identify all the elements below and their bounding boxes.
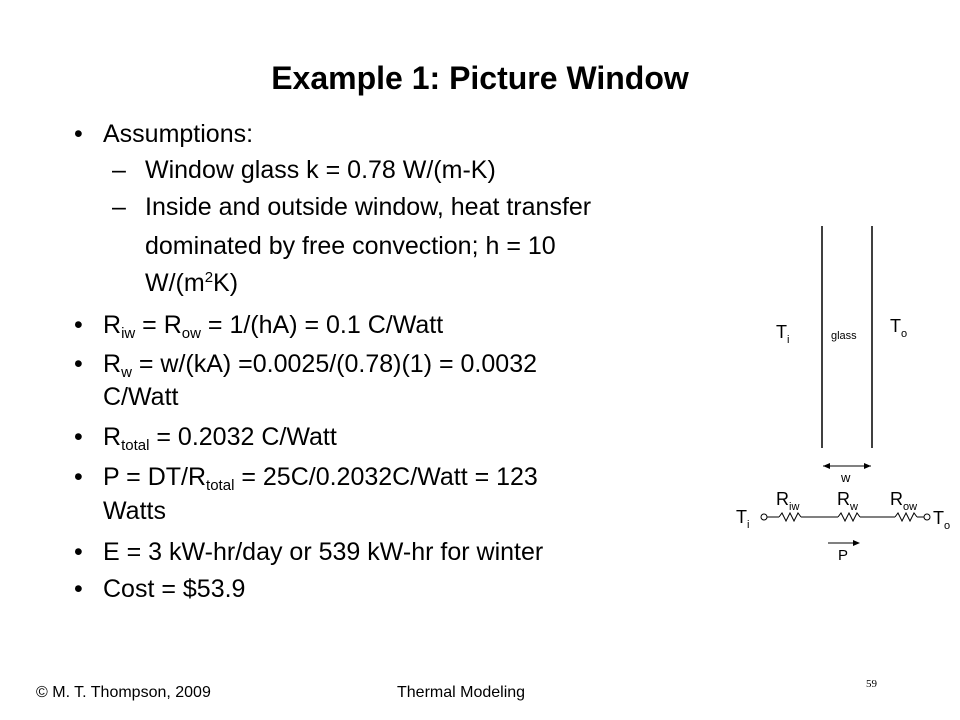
slide-title: Example 1: Picture Window <box>271 60 689 96</box>
equation-power: $P = DT/R_{total}$ = 25C/0.2032C/Watt = 123 <box>103 463 538 494</box>
dash-glyph: – <box>112 156 126 184</box>
footer-course: Thermal Modeling <box>397 684 526 701</box>
equation-rtotal: $R_{total} = 0.2032$ C/Watt <box>103 423 337 454</box>
width-arrow-head-left <box>823 463 830 469</box>
resistor-rw <box>838 513 860 521</box>
bullet-glyph: • <box>74 575 83 603</box>
width-arrow-head-right <box>864 463 871 469</box>
window-thermal-diagram <box>700 220 960 580</box>
page-number: 59 <box>866 678 877 690</box>
energy-statement: E = 3 kW-hr/day or 539 kW-hr for winter <box>103 538 544 566</box>
bullet-glyph: • <box>74 120 83 148</box>
equation-power-line2: Watts <box>103 497 166 525</box>
resistor-row <box>895 513 917 521</box>
node-ti <box>761 514 767 520</box>
cost-statement: Cost = $53.9 <box>103 575 246 603</box>
label-ti: $T_i$ <box>776 322 790 346</box>
footer-copyright: © M. T. Thompson, 2009 <box>36 684 211 701</box>
equation-rw: $R_w = w/(kA) =0.0025/(0.78)(1) = 0.0032$ <box>103 350 537 381</box>
equation-rw-line2: C/Watt <box>103 383 179 411</box>
bullet-glyph: • <box>74 423 83 451</box>
label-rw: $R_w$ <box>837 489 858 513</box>
label-row: $R_{ow}$ <box>890 489 918 513</box>
label-riw: $R_{iw}$ <box>776 489 800 513</box>
bullet-glyph: • <box>74 538 83 566</box>
node-to <box>924 514 930 520</box>
assumption-glass-k: Window glass k = 0.78 W/(m-K) <box>145 156 496 184</box>
label-p: P <box>838 547 849 564</box>
label-glass: glass <box>831 330 857 342</box>
assumption-convection-line3: $W/(m^2K)$ <box>145 269 239 297</box>
assumptions-heading: Assumptions: <box>103 120 254 148</box>
label-w: w <box>841 470 851 485</box>
label-to: $T_o$ <box>890 316 908 340</box>
bullet-glyph: • <box>74 463 83 491</box>
bullet-glyph: • <box>74 311 83 339</box>
label-circuit-to: $T_o$ <box>933 508 951 532</box>
bullet-glyph: • <box>74 350 83 378</box>
power-arrow-head <box>853 540 860 546</box>
assumption-convection-line2: dominated by free convection; h = 10 <box>145 232 556 260</box>
label-circuit-ti: $T_i$ <box>736 507 750 531</box>
dash-glyph: – <box>112 193 126 221</box>
equation-riw: $R_{iw} = R_{ow} = 1/(hA) = 0.1$ C/Watt <box>103 311 444 342</box>
assumption-convection-line1: Inside and outside window, heat transfer <box>145 193 592 221</box>
resistor-riw <box>779 513 801 521</box>
